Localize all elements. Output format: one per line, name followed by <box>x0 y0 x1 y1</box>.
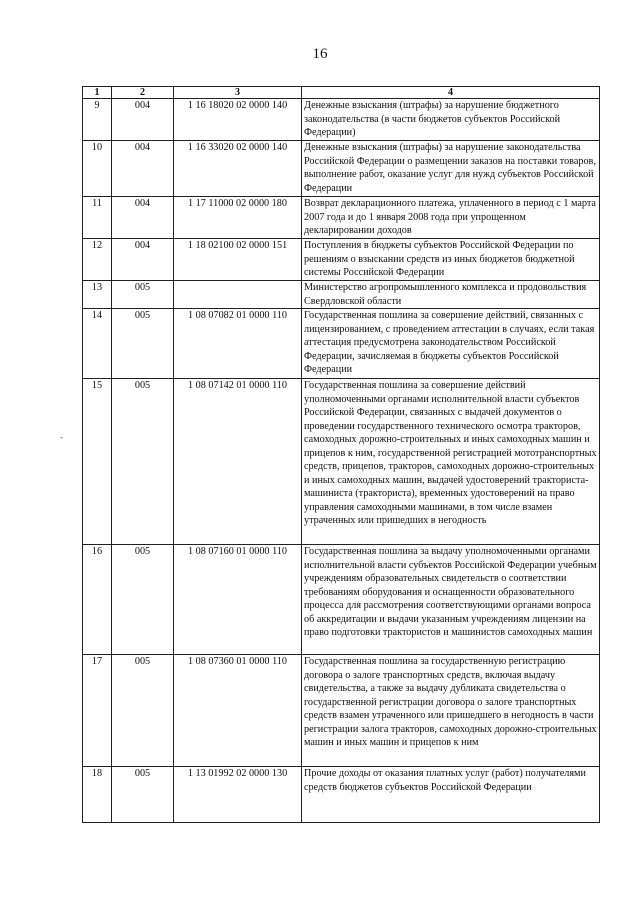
admin-code: 004 <box>112 141 174 197</box>
row-number: 14 <box>83 309 112 379</box>
header-col-2: 2 <box>112 87 174 99</box>
header-col-3: 3 <box>174 87 302 99</box>
row-number: 11 <box>83 197 112 239</box>
table-row <box>83 99 600 141</box>
table-row <box>83 309 600 379</box>
table-row <box>83 197 600 239</box>
budget-classification-code: 1 18 02100 02 0000 151 <box>174 239 302 281</box>
admin-code: 005 <box>112 767 174 823</box>
table-row <box>83 379 600 545</box>
budget-classification-code <box>174 281 302 309</box>
row-number: 9 <box>83 99 112 141</box>
budget-classification-code: 1 16 18020 02 0000 140 <box>174 99 302 141</box>
revenue-description: Государственная пошлина за выдачу уполномоченными органами исполнительной власти субъектов Российской Федерации учебным учреждениям образовательных свидетельств о соответствии требованиям оборудования и оснащенности образовательного процесса для рассмотрения соответствующими органами вопроса об аккредитации и выдачи указанным учреждениям лицензии на право подготовки трактористов и машинистов самоходных машин <box>302 545 600 655</box>
admin-code: 005 <box>112 379 174 545</box>
row-number: 10 <box>83 141 112 197</box>
budget-classification-code: 1 17 11000 02 0000 180 <box>174 197 302 239</box>
revenue-description: Прочие доходы от оказания платных услуг (работ) получателями средств бюджетов субъектов Российской Федерации <box>302 767 600 823</box>
admin-code: 005 <box>112 281 174 309</box>
budget-classification-code: 1 13 01992 02 0000 130 <box>174 767 302 823</box>
budget-classification-code: 1 08 07142 01 0000 110 <box>174 379 302 545</box>
row-number: 12 <box>83 239 112 281</box>
table-row <box>83 141 600 197</box>
table-row <box>83 281 600 309</box>
margin-mark: - <box>60 432 63 442</box>
row-number: 18 <box>83 767 112 823</box>
row-number: 16 <box>83 545 112 655</box>
row-number: 17 <box>83 655 112 767</box>
admin-code: 004 <box>112 99 174 141</box>
admin-code: 005 <box>112 309 174 379</box>
revenue-description: Возврат декларационного платежа, уплаченного в период с 1 марта 2007 года и до 1 января 2008 года при упрощенном декларировании доходов <box>302 197 600 239</box>
revenue-description: Государственная пошлина за совершение действий уполномоченными органами исполнительной власти субъектов Российской Федерации, связанных с выдачей документов о проведении государственного технического осмотра тракторов, самоходных дорожно-строительных и иных самоходных машин и прицепов к ним, государственной регистрацией мототранспортных средств, прицепов, тракторов, самоходных дорожно-строительных и иных самоходных машин, выдачей удостоверений тракториста-машиниста (тракториста), временных удостоверений на право управления самоходными машинами, в том числе взамен утраченных или пришедших в негодность <box>302 379 600 545</box>
admin-code: 004 <box>112 239 174 281</box>
admin-code: 005 <box>112 545 174 655</box>
revenue-description: Государственная пошлина за совершение действий, связанных с лицензированием, с проведением аттестации в случаях, если такая аттестация предусмотрена законодательством Российской Федерации, зачисляемая в бюджеты субъектов Российской Федерации <box>302 309 600 379</box>
revenue-description: Денежные взыскания (штрафы) за нарушение бюджетного законодательства (в части бюджетов субъектов Российской Федерации) <box>302 99 600 141</box>
revenue-description: Поступления в бюджеты субъектов Российской Федерации по решениям о взыскании средств из иных бюджетов бюджетной системы Российской Федерации <box>302 239 600 281</box>
header-col-4: 4 <box>302 87 600 99</box>
row-number: 15 <box>83 379 112 545</box>
budget-classification-code: 1 08 07360 01 0000 110 <box>174 655 302 767</box>
header-col-1: 1 <box>83 87 112 99</box>
admin-code: 005 <box>112 655 174 767</box>
table-row <box>83 655 600 767</box>
budget-classification-code: 1 08 07082 01 0000 110 <box>174 309 302 379</box>
budget-classification-code: 1 08 07160 01 0000 110 <box>174 545 302 655</box>
table-row <box>83 239 600 281</box>
table-row <box>83 545 600 655</box>
revenue-description: Денежные взыскания (штрафы) за нарушение законодательства Российской Федерации о размещении заказов на поставки товаров, выполнение работ, оказание услуг для нужд субъектов Российской Федерации <box>302 141 600 197</box>
budget-classification-code: 1 16 33020 02 0000 140 <box>174 141 302 197</box>
row-number: 13 <box>83 281 112 309</box>
admin-code: 004 <box>112 197 174 239</box>
revenue-description: Министерство агропромышленного комплекса и продовольствия Свердловской области <box>302 281 600 309</box>
revenue-codes-table <box>82 86 600 823</box>
revenue-description: Государственная пошлина за государственную регистрацию договора о залоге транспортных средств, включая выдачу свидетельства, а также за выдачу дубликата свидетельства о государственной регистрации договора о залоге транспортных средств взамен утраченного или пришедшего в негодность в части регистрации залога тракторов, самоходных дорожно-строительных машин и иных машин и прицепов к ним <box>302 655 600 767</box>
table-header-row <box>83 87 600 99</box>
table-row <box>83 767 600 823</box>
page-number: 16 <box>312 46 328 62</box>
